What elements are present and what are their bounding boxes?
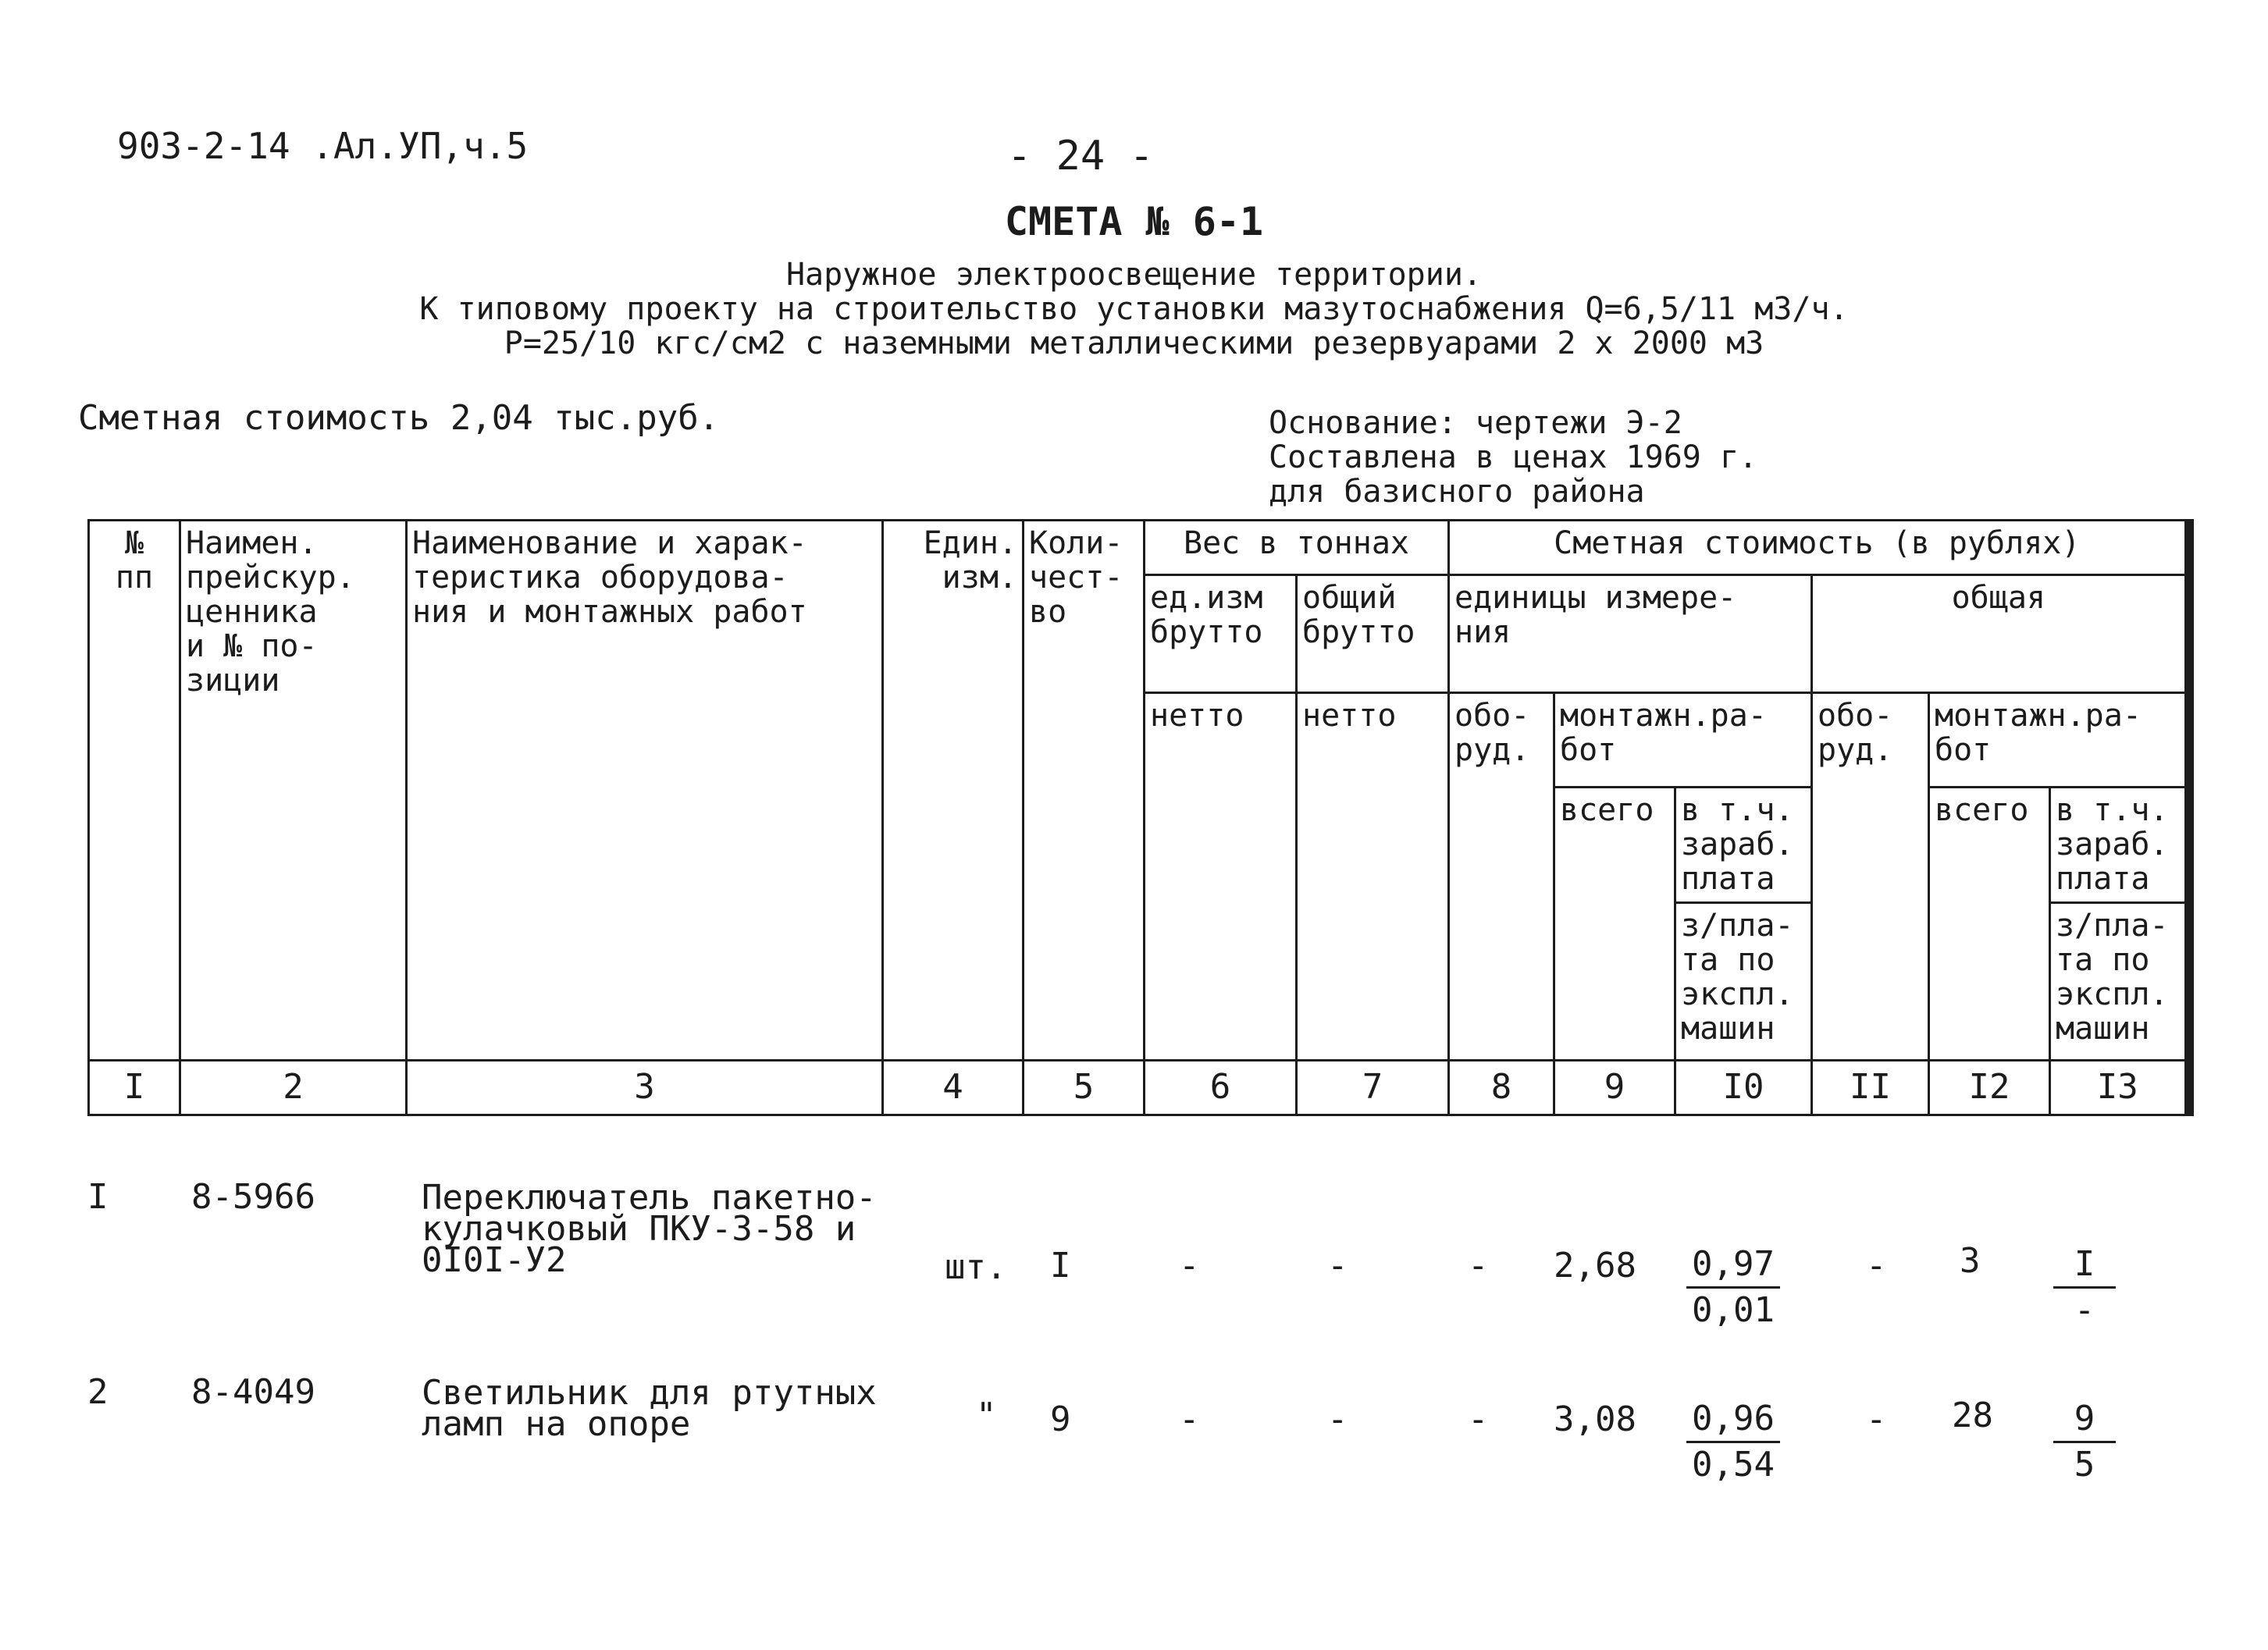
- col-number: 2: [180, 1060, 407, 1115]
- col-header-weight-total: общий брутто: [1297, 575, 1449, 693]
- col-header-total-total: всего: [1929, 788, 2050, 1060]
- row-equipment-total: -: [1866, 1246, 1887, 1286]
- subtitle-line: Р=25/10 кгс/см2 с наземными металлическими резервуарами 2 х 2000 м3: [504, 325, 1764, 361]
- row-name: Светильник для ртутных ламп на опоре: [422, 1373, 877, 1444]
- row-installation-unit: 2,68: [1554, 1246, 1636, 1286]
- col-number: II: [1812, 1060, 1929, 1115]
- row-installation-total: 28: [1952, 1396, 1993, 1435]
- subtitle-line: Наружное электроосвещение территории.: [785, 257, 1483, 293]
- col-header-price-ref: Наимен. прейскур. ценника и № по- зиции: [180, 521, 407, 1061]
- col-number: 4: [883, 1060, 1024, 1115]
- col-header-num: № пп: [89, 521, 180, 1061]
- row-weight-total: -: [1327, 1246, 1348, 1286]
- row-wage-unit: [1686, 1243, 1780, 1332]
- col-number: I2: [1929, 1060, 2050, 1115]
- col-header-cost: Сметная стоимость (в рублях): [1449, 521, 2189, 575]
- col-header-installation-total: монтажн.ра- бот: [1929, 693, 2189, 788]
- row-wage-total: [2053, 1397, 2116, 1487]
- basis-line: Основание: чертежи Э-2: [1269, 405, 1682, 441]
- col-header-name: Наименование и харак- теристика оборудова- ния и монтажных работ: [407, 521, 883, 1061]
- row-installation-total: 3: [1960, 1241, 1981, 1281]
- row-equipment-total: -: [1866, 1399, 1887, 1439]
- col-header-cost-total: общая: [1812, 575, 2189, 693]
- estimate-title: СМЕТА № 6-1: [1004, 199, 1264, 244]
- row-weight-unit: -: [1179, 1399, 1200, 1439]
- col-header-total-unit: всего: [1554, 788, 1675, 1060]
- col-header-machine-wage-total: з/пла- та по экспл. машин: [2050, 903, 2189, 1060]
- row-wage-total-value: 9: [2053, 1397, 2116, 1443]
- col-header-cost-unit: единицы измере- ния: [1449, 575, 1812, 693]
- row-qty: I: [1050, 1246, 1071, 1286]
- row-num: I: [87, 1177, 109, 1217]
- col-header-wage-total: в т.ч. зараб. плата: [2050, 788, 2189, 903]
- estimate-basis: [1269, 406, 1757, 509]
- subtitle-line: К типовому проекту на строительство установки мазутоснабжения Q=6,5/11 м3/ч.: [419, 291, 1849, 327]
- basis-line: Составлена в ценах 1969 г.: [1269, 439, 1758, 475]
- estimate-table-header: [87, 519, 2194, 1116]
- row-wage-unit: [1686, 1397, 1780, 1487]
- col-number: 3: [407, 1060, 883, 1115]
- col-header-net-unit: нетто: [1145, 693, 1297, 1060]
- row-machine-wage-unit-value: 0,54: [1692, 1445, 1775, 1485]
- estimate-subtitle: [0, 258, 2268, 361]
- col-header-equipment-total: обо- руд.: [1812, 693, 1929, 1060]
- row-machine-wage-total-value: 5: [2074, 1445, 2095, 1485]
- row-wage-unit-value: 0,96: [1686, 1397, 1780, 1443]
- row-machine-wage-unit-value: 0,01: [1692, 1290, 1775, 1330]
- row-price-ref: 8-4049: [191, 1372, 315, 1412]
- col-header-installation-unit: монтажн.ра- бот: [1554, 693, 1812, 788]
- row-unit: шт.: [945, 1247, 1007, 1287]
- row-unit: ": [976, 1396, 997, 1435]
- col-number: I3: [2050, 1060, 2189, 1115]
- col-number: 8: [1449, 1060, 1554, 1115]
- page-number: - 24 -: [1007, 133, 1154, 180]
- col-number: I: [89, 1060, 180, 1115]
- row-installation-unit: 3,08: [1554, 1399, 1636, 1439]
- row-weight-total: -: [1327, 1399, 1348, 1439]
- row-equipment-unit: -: [1468, 1399, 1489, 1439]
- row-wage-total-value: I: [2053, 1243, 2116, 1289]
- col-header-equipment-unit: обо- руд.: [1449, 693, 1554, 1060]
- estimated-cost: Сметная стоимость 2,04 тыс.руб.: [78, 398, 720, 438]
- col-number: I0: [1675, 1060, 1812, 1115]
- col-number: 9: [1554, 1060, 1675, 1115]
- row-name: Переключатель пакетно- кулачковый ПКУ-3-58 и 0I0I-У2: [422, 1178, 877, 1280]
- col-number: 7: [1297, 1060, 1449, 1115]
- col-number: 5: [1024, 1060, 1145, 1115]
- col-header-machine-wage-unit: з/пла- та по экспл. машин: [1675, 903, 1812, 1060]
- row-qty: 9: [1050, 1399, 1071, 1439]
- col-header-weight-unit: ед.изм брутто: [1145, 575, 1297, 693]
- col-header-unit: Един. изм.: [883, 521, 1024, 1061]
- row-num: 2: [87, 1372, 109, 1412]
- row-wage-total: [2053, 1243, 2116, 1332]
- basis-line: для базисного района: [1269, 474, 1645, 510]
- row-wage-unit-value: 0,97: [1686, 1243, 1780, 1289]
- row-machine-wage-total-value: -: [2074, 1290, 2095, 1330]
- col-header-net-total: нетто: [1297, 693, 1449, 1060]
- col-header-wage-unit: в т.ч. зараб. плата: [1675, 788, 1812, 903]
- col-number: 6: [1145, 1060, 1297, 1115]
- row-equipment-unit: -: [1468, 1246, 1489, 1286]
- col-header-qty: Коли- чест- во: [1024, 521, 1145, 1061]
- col-header-weight: Вес в тоннах: [1145, 521, 1449, 575]
- row-weight-unit: -: [1179, 1246, 1200, 1286]
- document-code: 903-2-14 .Ал.УП,ч.5: [117, 125, 529, 167]
- row-price-ref: 8-5966: [191, 1177, 315, 1217]
